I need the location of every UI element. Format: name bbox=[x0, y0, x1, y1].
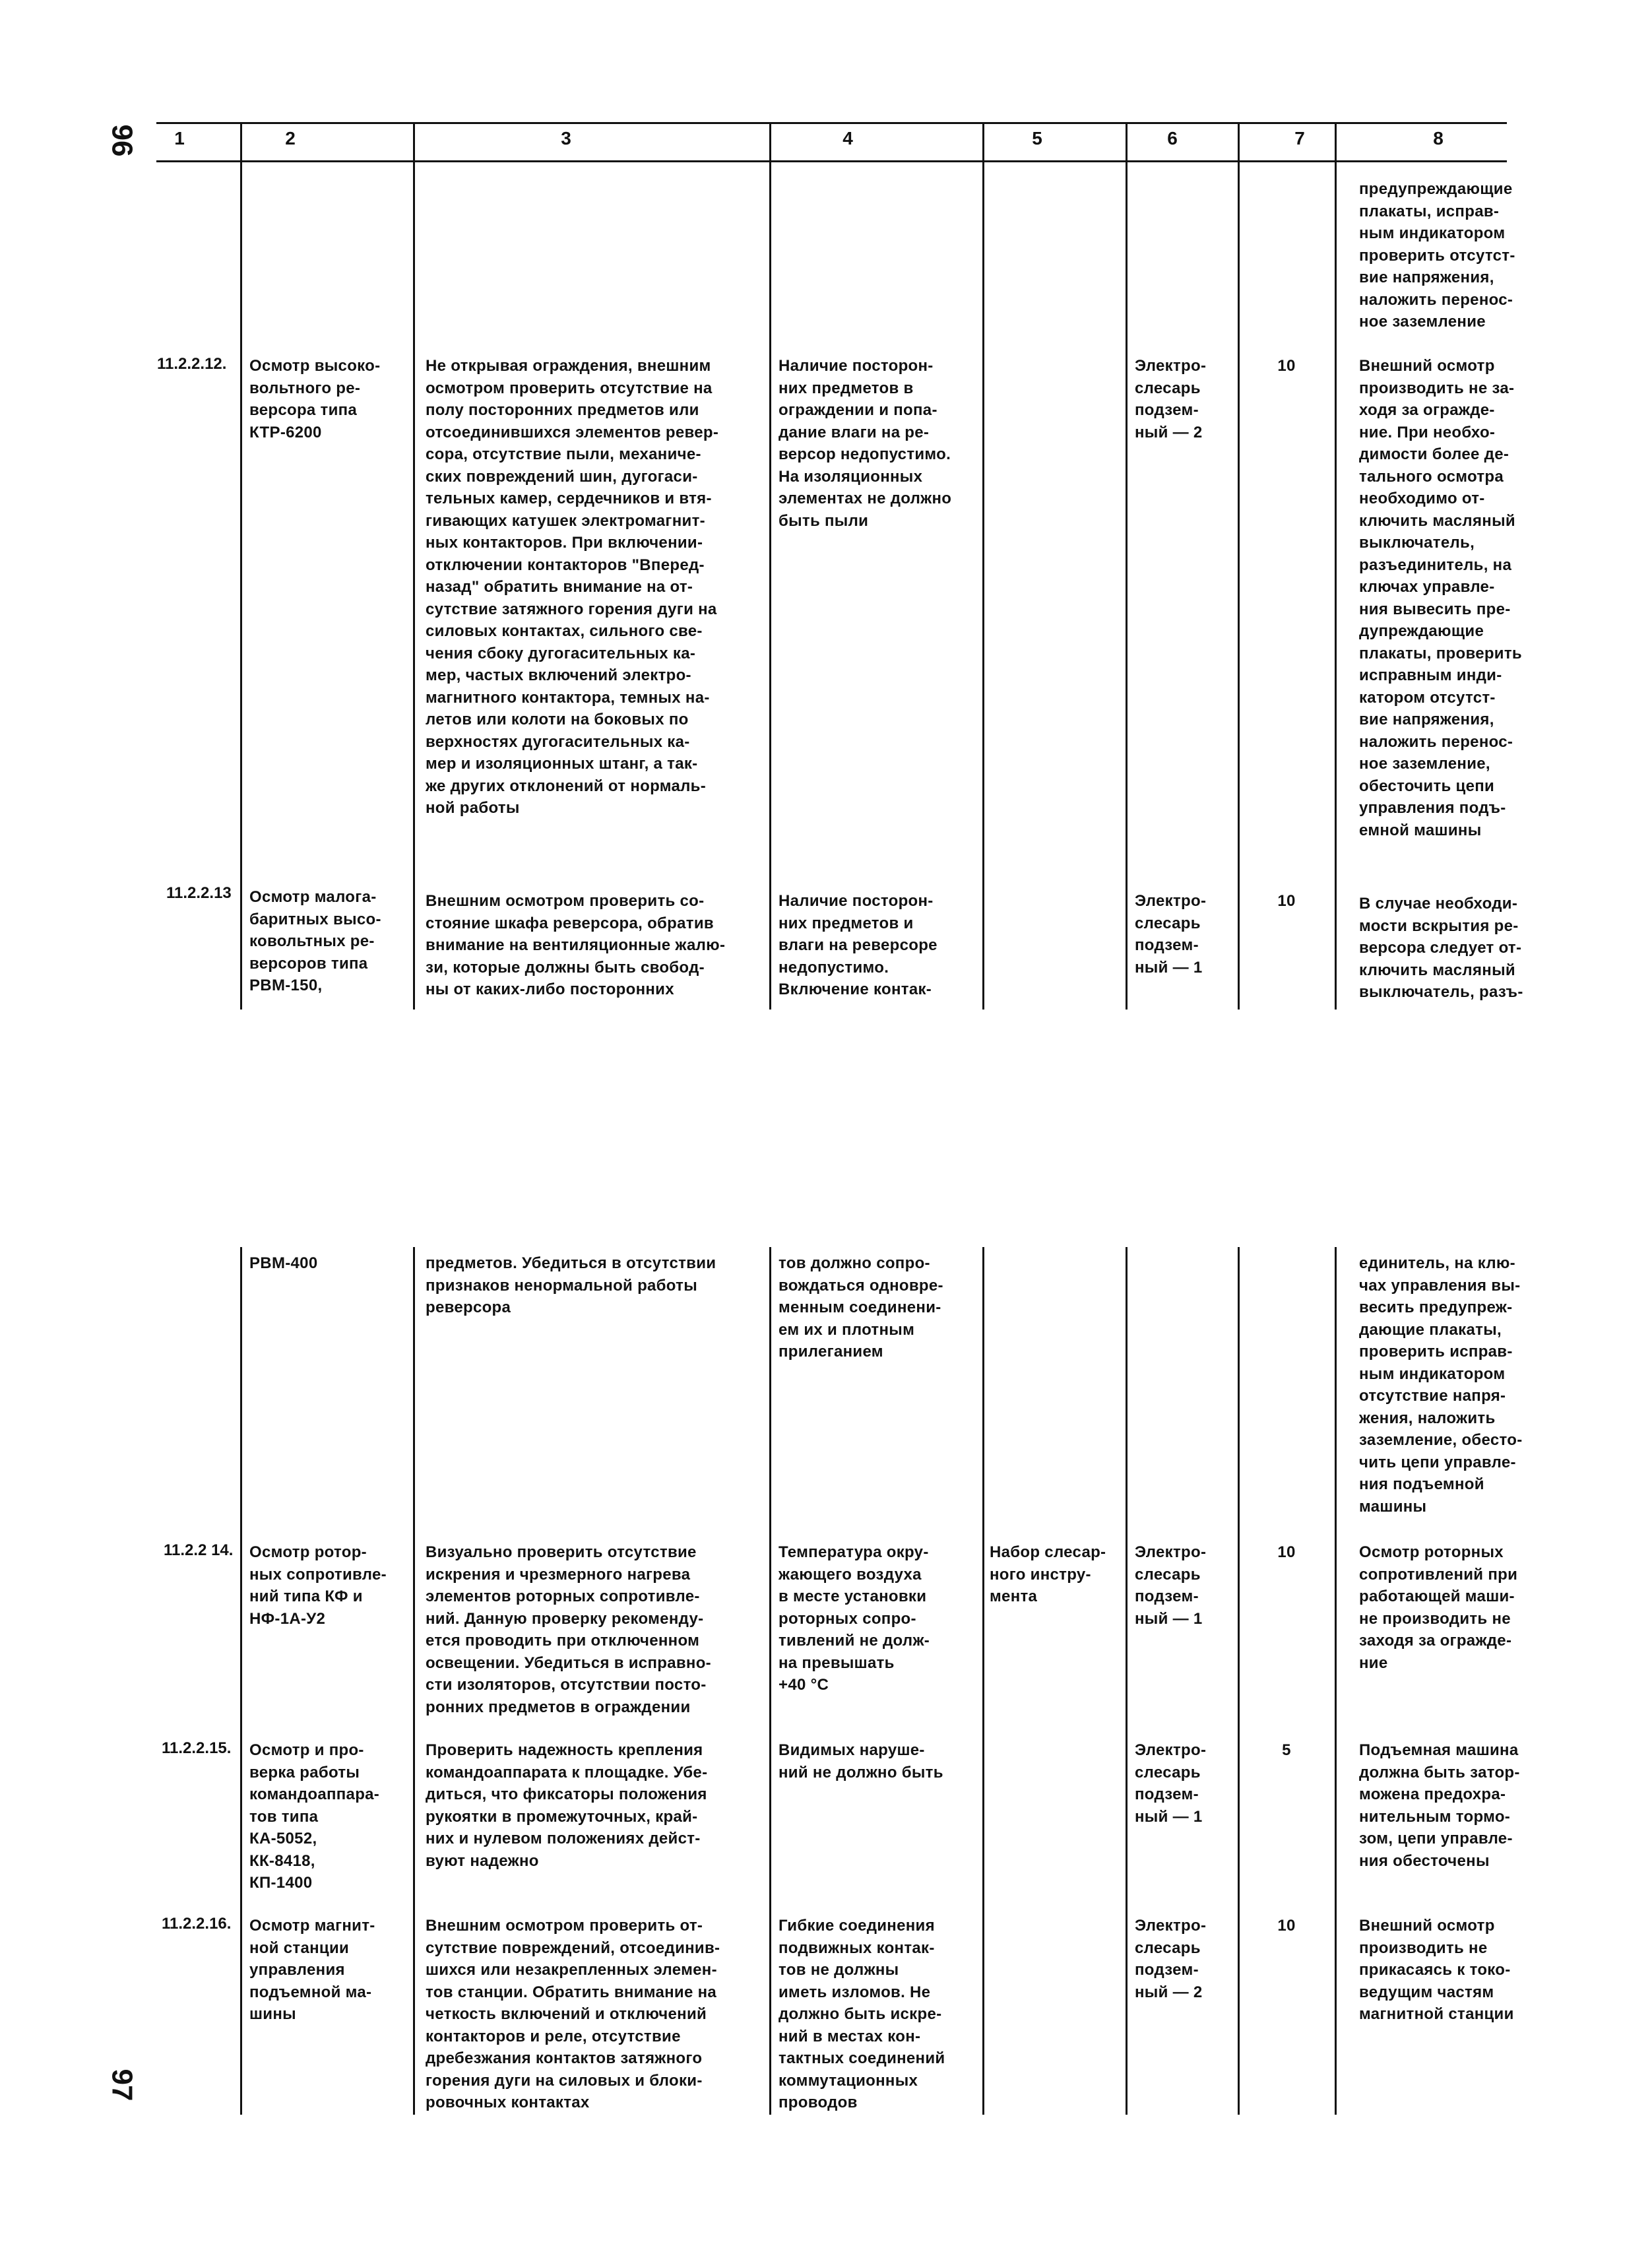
row-time: 10 bbox=[1277, 892, 1296, 910]
row-number: 11.2.2.15. bbox=[162, 1739, 232, 1757]
row-procedure: Внешним осмотром проверить от- сутствие повреждений, отсоединив- шихся или незакрепленных элемен- тов станции. Обратить внимание на четкость включений и отключений контакторов и реле, отсутствие дребезжания контактов затяжного горения дуги на силовых и блоки- ровочных контактах bbox=[426, 1917, 720, 2111]
col-divider bbox=[1335, 122, 1337, 1010]
col-divider bbox=[1126, 122, 1128, 1010]
col-header-6: 6 bbox=[1167, 128, 1178, 148]
col-divider bbox=[1126, 1247, 1128, 2115]
row-time: 10 bbox=[1277, 357, 1296, 375]
header-top-rule bbox=[156, 122, 1507, 124]
col-divider bbox=[769, 122, 771, 1010]
col-divider bbox=[1238, 1247, 1240, 2115]
row-executor: Электро- слесарь подзем- ный — 1 bbox=[1135, 1543, 1207, 1628]
col-divider bbox=[413, 122, 415, 1010]
row-executor: Электро- слесарь подзем- ный — 2 bbox=[1135, 357, 1207, 441]
row-procedure: Визуально проверить отсутствие искрения и чрезмерного нагрева элементов роторных сопротивле- ний. Данную проверку рекоменду- ется проводить при отключенном освещении. Убедиться в исправно- сти изоляторов, отсутствии посто- ронних предметов в ограждении bbox=[426, 1543, 711, 1716]
row-number: 11.2.2.16. bbox=[162, 1915, 232, 1933]
row-notes: единитель, на клю- чах управления вы- весить предупреж- дающие плакаты, проверить исправ- ным индикатором отсутствие напря- жения, наложить заземление, обесто- чить цепи управле- ния подъемной машины bbox=[1359, 1254, 1523, 1516]
row-executor: Электро- слесарь подзем- ный — 2 bbox=[1135, 1917, 1207, 2001]
row-requirement: Наличие посторон- них предметов в ограждении и попа- дание влаги на ре- версор недопустимо. На изоляционных элементах не должно быть пыли bbox=[778, 357, 952, 530]
col-divider bbox=[240, 122, 242, 1010]
row-object: Осмотр и про- верка работы командоаппара- тов типа КА-5052, КК-8418, КП-1400 bbox=[249, 1741, 380, 1892]
col-divider bbox=[413, 1247, 415, 2115]
row-requirement: Наличие посторон- них предметов и влаги на реверсоре недопустимо. Включение контак- bbox=[778, 892, 937, 998]
col-header-3: 3 bbox=[561, 128, 571, 148]
row-notes: Внешний осмотр производить не за- ходя за огражде- ние. При необхо- димости более де- тального осмотра необходимо от- ключить масляный выключатель, разъединитель, на ключах управле- ния вывесить пре- дупреждающие плакаты, проверить исправным инди- катором отсутст- вие напряжения, наложить перенос- ное заземление, обесточить цепи управления подъ- емной машины bbox=[1359, 357, 1522, 839]
col-header-1: 1 bbox=[174, 128, 185, 148]
row-requirement: Гибкие соединения подвижных контак- тов не должны иметь изломов. Не должно быть искре- ний в местах кон- тактных соединений коммутационных проводов bbox=[778, 1917, 945, 2111]
col-divider bbox=[1335, 1247, 1337, 2115]
col-header-5: 5 bbox=[1032, 128, 1042, 148]
col-divider bbox=[769, 1247, 771, 2115]
row-executor: Электро- слесарь подзем- ный — 1 bbox=[1135, 892, 1207, 977]
row-object: Осмотр ротор- ных сопротивле- ний типа КФ и НФ-1А-У2 bbox=[249, 1543, 387, 1628]
col-header-4: 4 bbox=[842, 128, 853, 148]
row-procedure: Не открывая ограждения, внешним осмотром проверить отсутствие на полу посторонних предметов или отсоединившихся элементов ревер- сора, отсутствие пыли, механиче- ских повреждений шин, дугогаси- тельных камер, сердечников и втя- гивающих катушек электромагнит- ных контакторов. При включении- отключении контакторов "Вперед- назад" обратить внимание на от- сутствие затяжного горения дуги на силовых контактах, сильного све- чения сбоку дугогасительных ка- мер, частых включений электро- магнитного контактора, темных на- летов или колоти на боковых по верхностях дугогасительных ка- мер и изоляционных штанг, а так- же других отклонений от нормаль- ной работы bbox=[426, 357, 719, 817]
row-object: Осмотр малога- баритных высо- ковольтных ре- версоров типа РВМ-150, bbox=[249, 888, 381, 994]
row-number: 11.2.2.12. bbox=[157, 355, 227, 373]
row-time: 10 bbox=[1277, 1917, 1296, 1935]
col-divider bbox=[982, 122, 984, 1010]
col-header-8: 8 bbox=[1433, 128, 1444, 148]
col-header-2: 2 bbox=[285, 128, 296, 148]
col-divider bbox=[1238, 122, 1240, 1010]
page-number-bottom: 97 bbox=[106, 2069, 139, 2102]
row-requirement: Видимых наруше- ний не должно быть bbox=[778, 1741, 943, 1781]
row-number: 11.2.2.13 bbox=[166, 884, 232, 902]
row-time: 5 bbox=[1282, 1741, 1291, 1759]
row-object: РВМ-400 bbox=[249, 1254, 318, 1272]
row-requirement: Температура окру- жающего воздуха в месте установки роторных сопро- тивлений не долж- на превышать +40 °С bbox=[778, 1543, 930, 1694]
row-object: Осмотр магнит- ной станции управления подъемной ма- шины bbox=[249, 1917, 375, 2023]
row-notes: Осмотр роторных сопротивлений при работающей маши- не производить не заходя за огражде- ние bbox=[1359, 1543, 1518, 1672]
row-notes: Внешний осмотр производить не прикасаясь к токо- ведущим частям магнитной станции bbox=[1359, 1917, 1514, 2023]
row-procedure: Внешним осмотром проверить со- стояние шкафа реверсора, обратив внимание на вентиляционные жалю- зи, которые должны быть свобод- ны от каких-либо посторонних bbox=[426, 892, 726, 998]
row-executor: Электро- слесарь подзем- ный — 1 bbox=[1135, 1741, 1207, 1826]
row-procedure: Проверить надежность крепления командоаппарата к площадке. Убе- диться, что фиксаторы положения рукоятки в промежуточных, край- них и нулевом положениях дейст- вуют надежно bbox=[426, 1741, 708, 1870]
row-object: Осмотр высоко- вольтного ре- версора типа КТР-6200 bbox=[249, 357, 381, 441]
col-header-7: 7 bbox=[1294, 128, 1305, 148]
cont-col8: предупреждающие плакаты, исправ- ным индикатором проверить отсутст- вие напряжения, наложить перенос- ное заземление bbox=[1359, 180, 1515, 331]
header-bottom-rule bbox=[156, 160, 1507, 162]
row-procedure: предметов. Убедиться в отсутствии признаков ненормальной работы реверсора bbox=[426, 1254, 716, 1316]
row-number: 11.2.2 14. bbox=[164, 1541, 234, 1559]
row-notes: В случае необходи- мости вскрытия ре- версора следует от- ключить масляный выключатель, разъ- bbox=[1359, 895, 1523, 1001]
row-time: 10 bbox=[1277, 1543, 1296, 1561]
page-number-top: 96 bbox=[106, 124, 139, 157]
row-requirement: тов должно сопро- вождаться одновре- менным соединени- ем их и плотным прилеганием bbox=[778, 1254, 943, 1361]
col-divider bbox=[240, 1247, 242, 2115]
row-notes: Подъемная машина должна быть затор- можена предохра- нительным тормо- зом, цепи управле- ния обесточены bbox=[1359, 1741, 1520, 1870]
row-tools: Набор слесар- ного инстру- мента bbox=[990, 1543, 1106, 1605]
